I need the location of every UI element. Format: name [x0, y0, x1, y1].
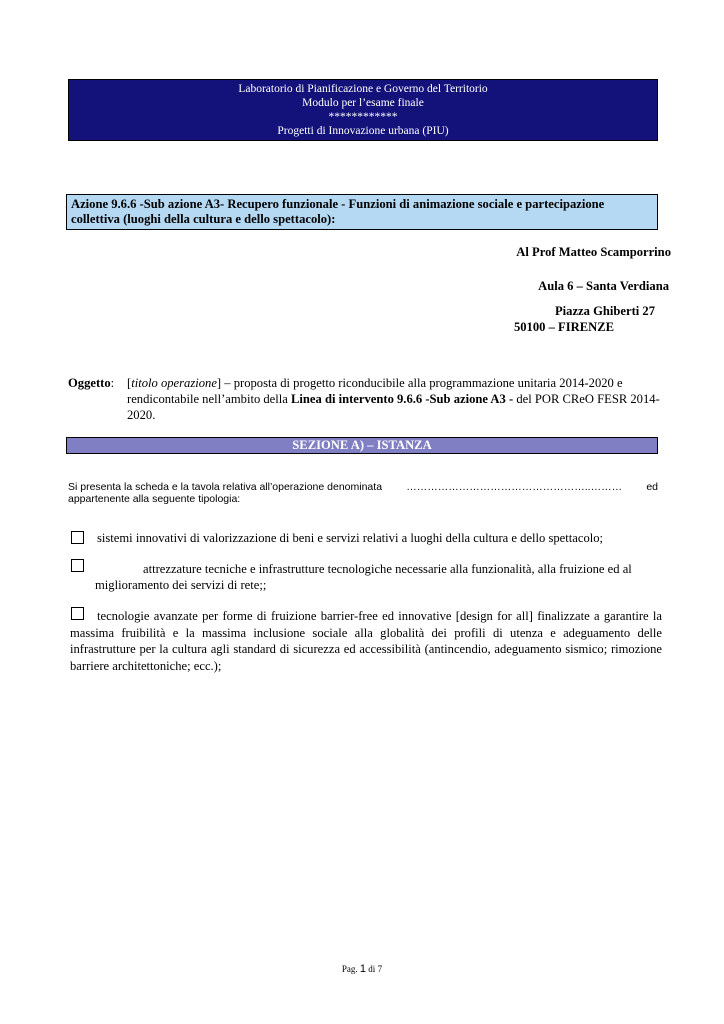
subject-text: [titolo operazione] – proposta di progetto riconducibile alla programmazione unitaria 2014-2020 e rendicontabile nell’ambito della Linea di intervento 9.6.6 -Sub azione A3 - del POR CReO FESR 2014-2020. [127, 376, 660, 422]
option-3-text: tecnologie avanzate per forme di fruizione barrier-free ed innovative [design for all] finalizzate a garantire la massima fruibilità e la massima inclusione sociale alla globalità dei profili di utenza e adeguamento delle infrastrutture per la cultura agli standard di sicurezza ed accessibilità (antincendio, adeguamento sismico; rimozione barriere architettoniche; ecc.); [70, 609, 662, 673]
option-2-text-line2: miglioramento dei servizi di rete;; [95, 578, 267, 592]
header-project-title: Progetti di Innovazione urbana (PIU) [277, 125, 449, 137]
footer-separator: di [368, 964, 376, 974]
header-lab-title: Laboratorio di Pianificazione e Governo del Territorio [238, 83, 488, 95]
intro-text-start: Si presenta la scheda e la tavola relativa all’operazione denominata [68, 481, 383, 493]
recipient-city: 50100 – FIRENZE [513, 320, 614, 334]
option-1-checkbox[interactable] [71, 531, 84, 544]
option-2-text-line1: attrezzature tecniche e infrastrutture tecnologiche necessarie alla funzionalità, alla fruizione ed al [143, 562, 632, 576]
recipient-street: Piazza Ghiberti 27 [554, 304, 655, 318]
footer-total-pages: 7 [377, 964, 383, 974]
section-a-title: SEZIONE A) – ISTANZA [292, 438, 432, 452]
recipient-room: Aula 6 – Santa Verdiana [538, 279, 669, 293]
subject-label: Oggetto: [68, 376, 115, 390]
footer-page-number: 1 [359, 963, 367, 975]
footer-prefix: Pag. [341, 964, 358, 974]
action-title: Azione 9.6.6 -Sub azione A3- Recupero funzionale - Funzioni di animazione sociale e partecipazione collettiva (luoghi della cultura e dello spettacolo): [71, 197, 605, 226]
page-footer [0, 963, 724, 975]
option-2-checkbox[interactable] [71, 559, 84, 572]
operation-name-dots[interactable]: ……………………………………………..……… [406, 481, 623, 493]
subject-title-placeholder: titolo operazione [131, 376, 217, 390]
header-box [68, 79, 658, 141]
action-title-box [66, 194, 658, 230]
intro-text-line2: appartenente alla seguente tipologia: [68, 493, 241, 505]
intro-paragraph [68, 481, 658, 505]
option-1-text: sistemi innovativi di valorizzazione di beni e servizi relativi a luoghi della cultura e dello spettacolo; [97, 531, 604, 545]
subject-line-reference: Linea di intervento 9.6.6 -Sub azione A3 - [291, 392, 514, 406]
section-a-header [66, 437, 658, 454]
recipient-name: Al Prof Matteo Scamporrino [516, 245, 671, 259]
header-separator: ************ [328, 111, 398, 123]
header-module-title: Modulo per l’esame finale [302, 97, 424, 109]
intro-text-end: ed [646, 481, 658, 493]
